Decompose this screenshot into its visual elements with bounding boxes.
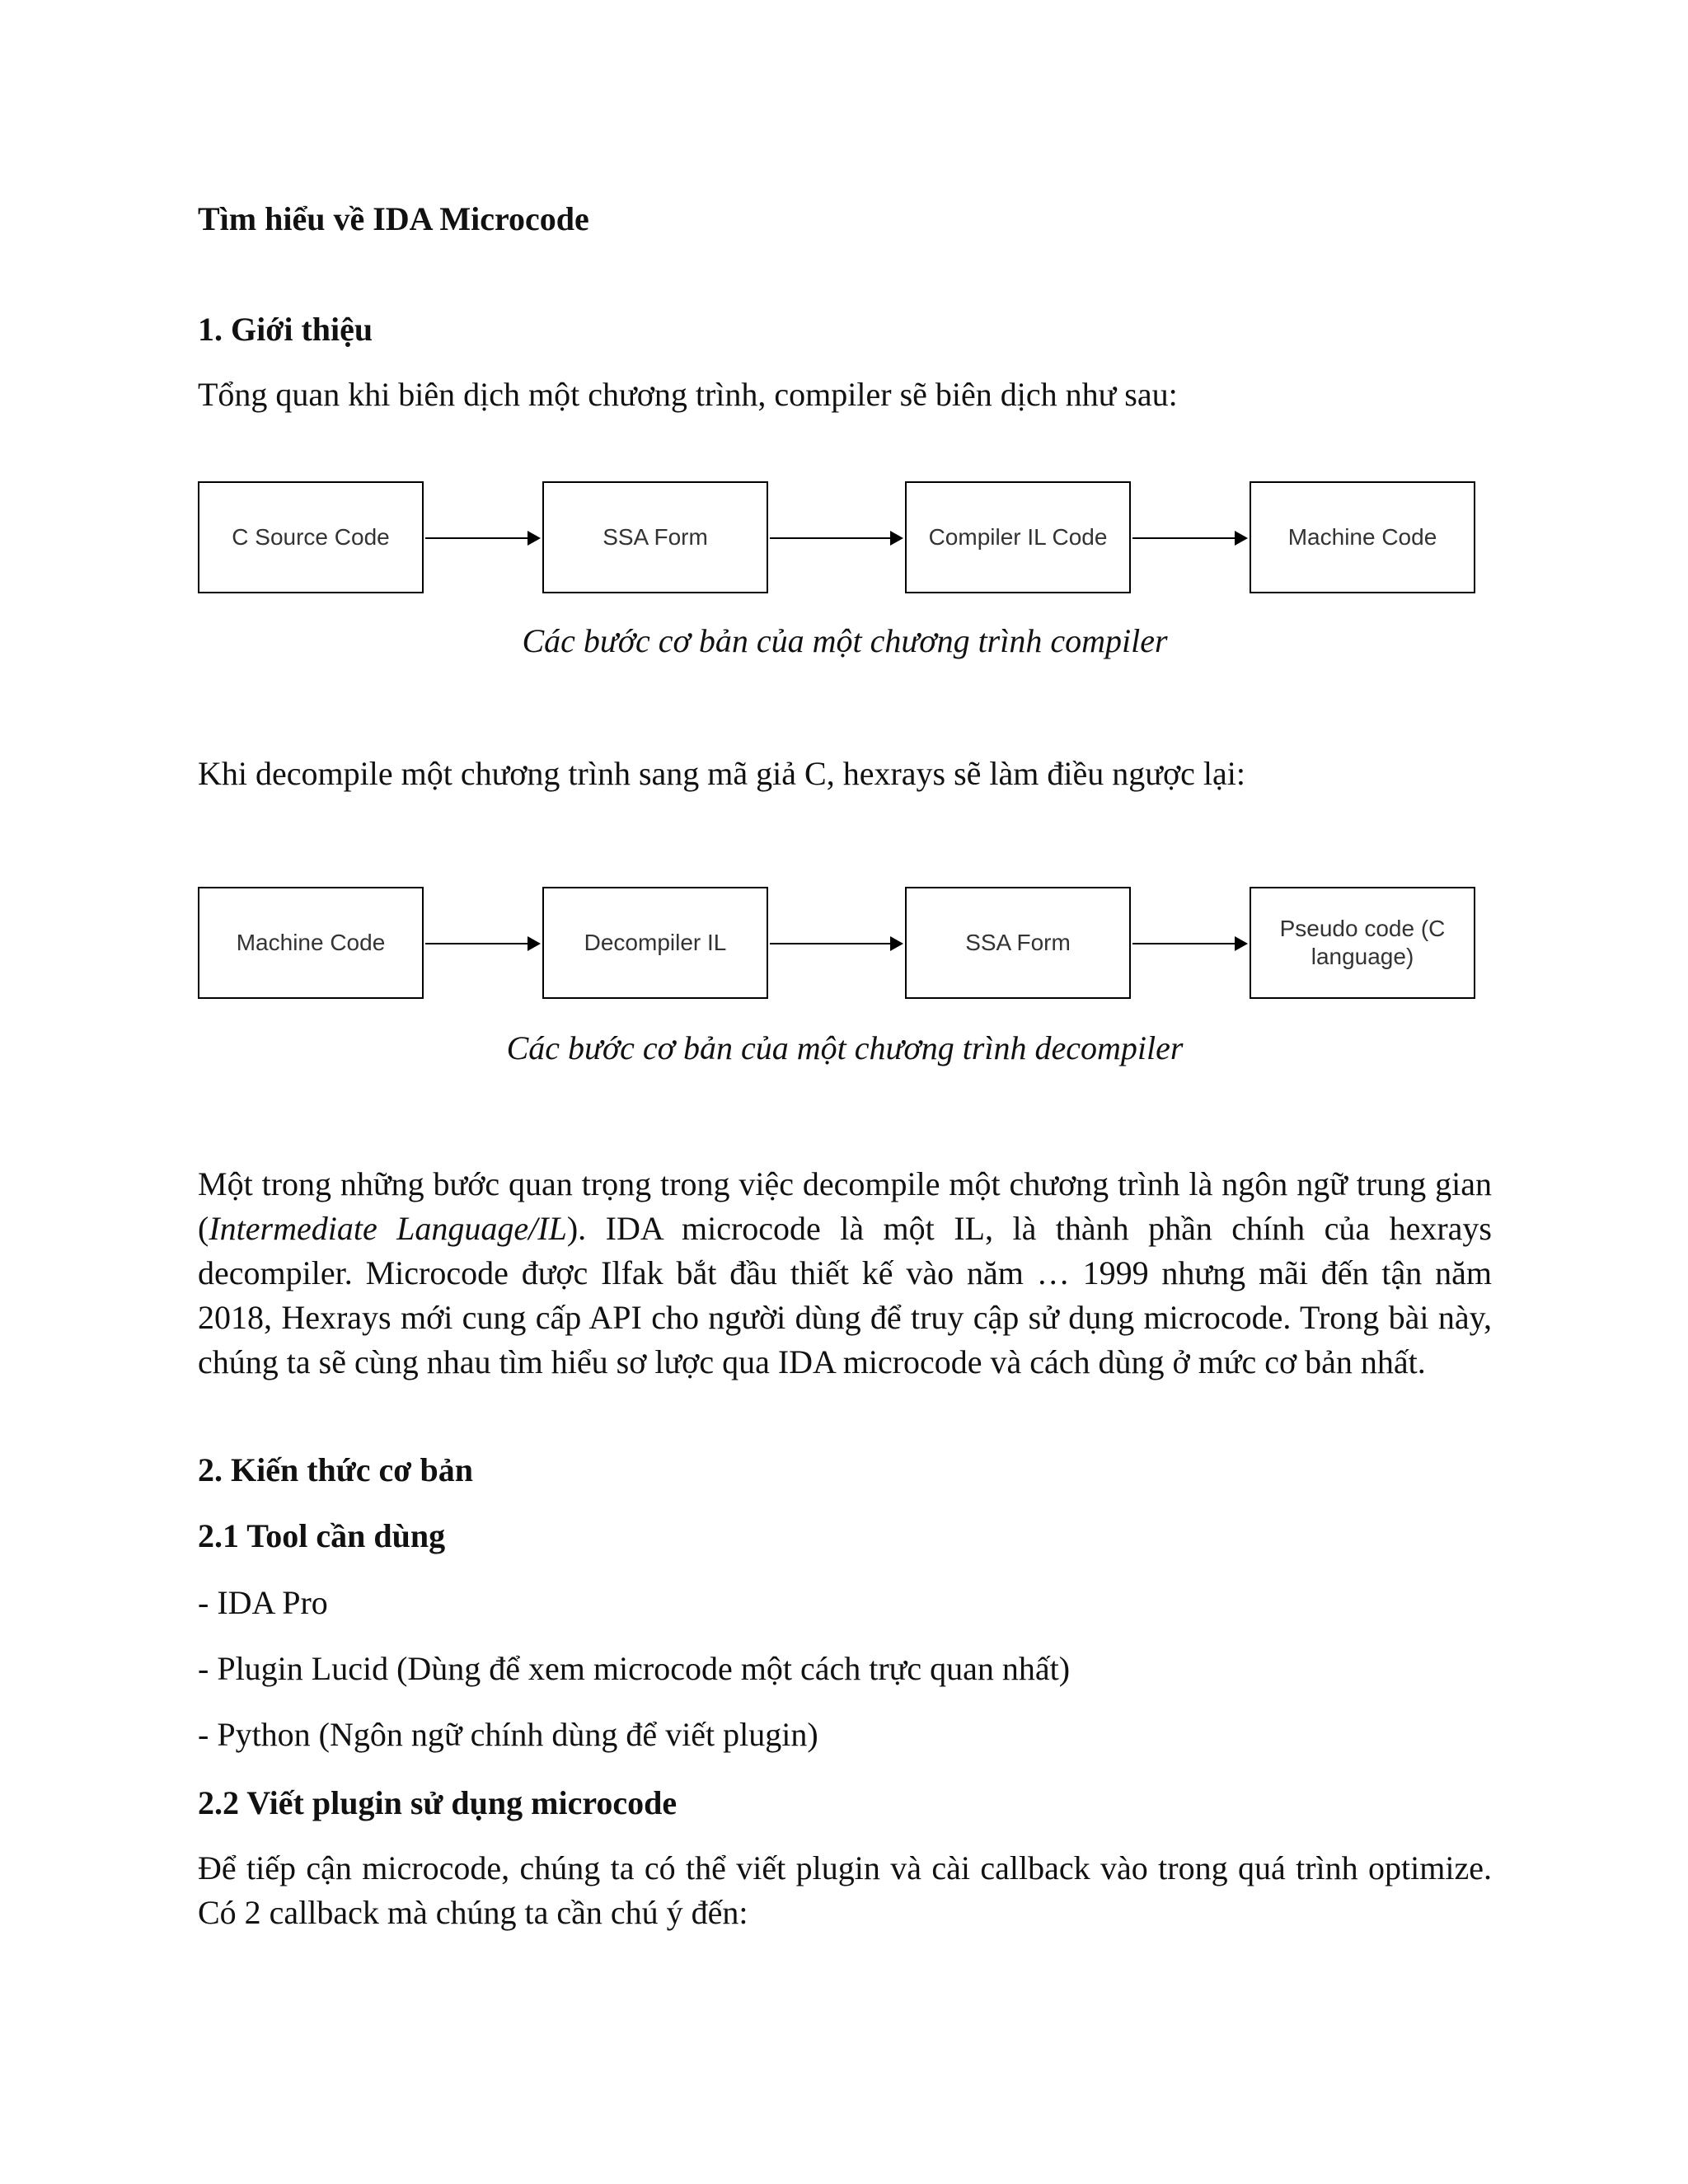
- diagram-box-machine-code: Machine Code: [198, 887, 424, 999]
- arrow-icon: [425, 943, 539, 944]
- arrow-icon: [770, 537, 902, 539]
- decompile-intro-text: Khi decompile một chương trình sang mã giả C, hexrays sẽ làm điều ngược lại:: [198, 755, 1245, 792]
- diagram-box-decompiler-il: Decompiler IL: [542, 887, 768, 999]
- diagram-box-c-source-code: C Source Code: [198, 481, 424, 593]
- list-item: - IDA Pro: [198, 1584, 328, 1621]
- list-item: - Plugin Lucid (Dùng để xem microcode một cách trực quan nhất): [198, 1650, 1071, 1687]
- arrow-icon: [770, 943, 902, 944]
- diagram-box-ssa-form: SSA Form: [905, 887, 1131, 999]
- paragraph-text: Một trong những bước quan trọng trong việc decompile một chương trình là ngôn ngữ trung gian (: [198, 1165, 1492, 1247]
- diagram-box-pseudo-code: Pseudo code (C language): [1250, 887, 1475, 999]
- decompiler-diagram-caption: Các bước cơ bản của một chương trình decompiler: [506, 1029, 1184, 1066]
- paragraph-emphasis: Intermediate Language/IL: [209, 1210, 567, 1247]
- list-item: - Python (Ngôn ngữ chính dùng để viết plugin): [198, 1716, 818, 1753]
- section-heading-intro: 1. Giới thiệu: [198, 311, 373, 348]
- compiler-diagram-caption: Các bước cơ bản của một chương trình compiler: [522, 622, 1168, 659]
- compiler-flow-diagram: [198, 481, 1492, 597]
- subsection-heading-plugin: 2.2 Viết plugin sử dụng microcode: [198, 1784, 678, 1821]
- page-title: Tìm hiểu về IDA Microcode: [198, 200, 589, 237]
- paragraph-text: ). IDA microcode là một IL, là thành phần chính của hexrays decompiler. Microcode được Ilfak bắt đầu thiết kế vào năm … 1999 nhưng mãi đến tận năm 2018, Hexrays mới cung cấp API cho người dùng để truy cập sử dụng microcode. Trong bài này, chúng ta sẽ cùng nhau tìm hiểu sơ lược qua IDA microcode và cách dùng ở mức cơ bản nhất.: [198, 1210, 1492, 1380]
- subsection-heading-tools: 2.1 Tool cần dùng: [198, 1517, 446, 1554]
- arrow-icon: [425, 537, 539, 539]
- arrow-icon: [1132, 943, 1246, 944]
- intro-text: Tổng quan khi biên dịch một chương trình, compiler sẽ biên dịch như sau:: [198, 376, 1178, 413]
- diagram-box-ssa-form: SSA Form: [542, 481, 768, 593]
- microcode-intro-paragraph: [198, 1162, 1492, 1385]
- diagram-box-machine-code: Machine Code: [1250, 481, 1475, 593]
- decompiler-flow-diagram: [198, 887, 1492, 1002]
- diagram-box-compiler-il-code: Compiler IL Code: [905, 481, 1131, 593]
- plugin-paragraph: Để tiếp cận microcode, chúng ta có thể viết plugin và cài callback vào trong quá trình optimize. Có 2 callback mà chúng ta cần chú ý đến:: [198, 1849, 1492, 1931]
- section-heading-basics: 2. Kiến thức cơ bản: [198, 1451, 473, 1488]
- arrow-icon: [1132, 537, 1246, 539]
